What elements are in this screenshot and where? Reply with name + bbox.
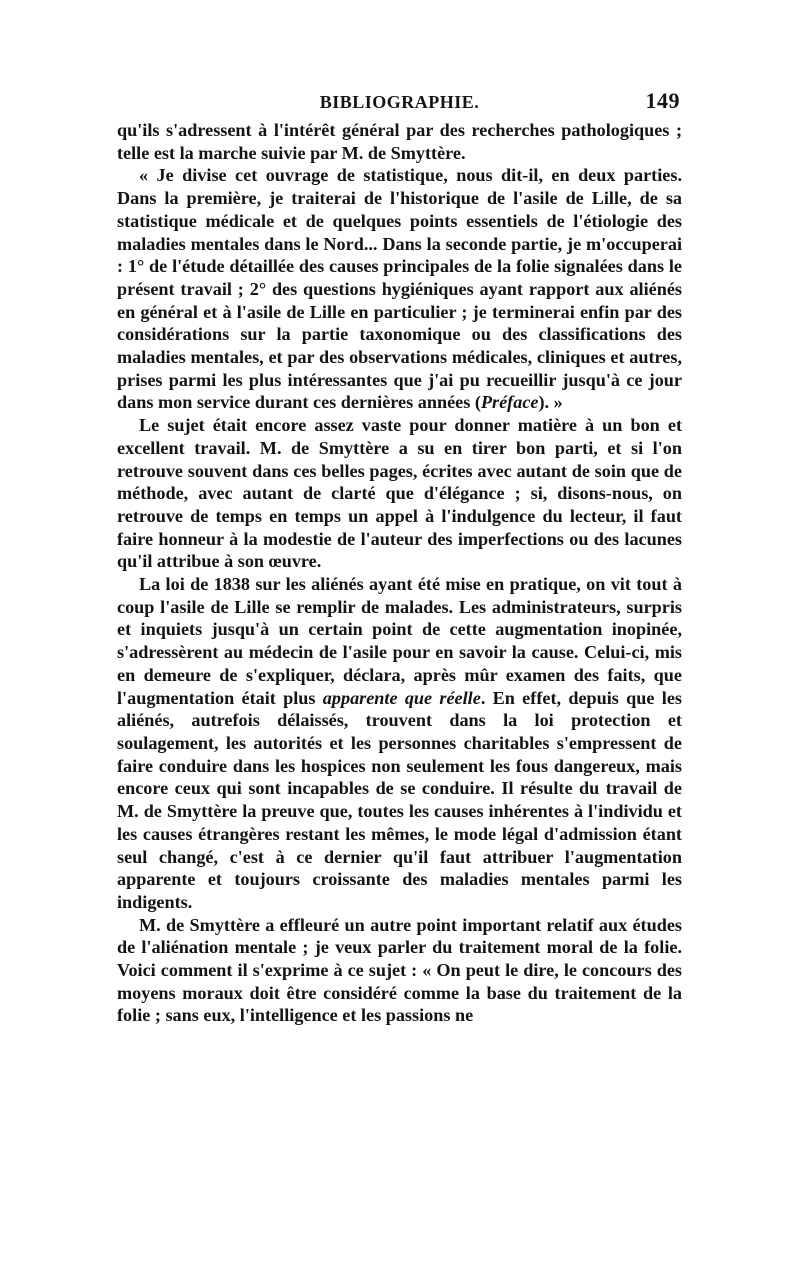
paragraph xyxy=(117,164,682,414)
page-number: 149 xyxy=(645,88,680,113)
text-segment: M. de Smyttère a effleuré un autre point important relatif aux études de l'aliénation mentale ; je veux parler du traitement moral de la folie. Voici comment il s'exprime à ce sujet : « On peut le dire, le concours des moyens moraux doit être considéré comme la base du traitement de la folie ; sans eux, l'intelligence et les passions ne xyxy=(117,914,682,1026)
body-text xyxy=(117,119,682,1027)
text-segment: . En effet, depuis que les aliénés, autrefois délaissés, trouvent dans la loi protection et soulagement, les autorités et les personnes charitables s'empressent de faire conduire dans les hospices non seulement les fous dangereux, mais encore ceux qui sont incapables de se conduire. Il résulte du travail de M. de Smyttère la preuve que, toutes les causes inhérentes à l'individu et les causes étrangères restant les mêmes, le mode légal d'admission étant seul changé, c'est à ce dernier qu'il faut attribuer l'augmentation apparente et toujours croissante des maladies mentales parmi les indigents. xyxy=(117,687,682,912)
page-header xyxy=(117,88,682,118)
paragraph xyxy=(117,414,682,573)
italic-segment: apparente que réelle xyxy=(322,687,481,708)
text-segment: Le sujet était encore assez vaste pour donner matière à un bon et excellent travail. M. de Smyttère a su en tirer bon parti, et si l'on retrouve souvent dans ces belles pages, écrites avec autant de soin que de méthode, avec autant de clarté que d'élégance ; si, disons-nous, on retrouve de temps en temps un appel à l'indulgence du lecteur, il faut faire honneur à la modestie de l'auteur des imperfections ou des lacunes qu'il attribue à son œuvre. xyxy=(117,415,682,572)
book-page xyxy=(117,88,682,1027)
paragraph xyxy=(117,914,682,1028)
text-segment: qu'ils s'adressent à l'intérêt général par des recherches pathologiques ; telle est la marche suivie par M. de Smyttère. xyxy=(117,120,682,163)
paragraph xyxy=(117,573,682,914)
text-segment: « Je divise cet ouvrage de statistique, nous dit-il, en deux parties. Dans la première, je traiterai de l'historique de l'asile de Lille, de sa statistique médicale et de quelques points essentiels de l'étiologie des maladies mentales dans le Nord... Dans la seconde partie, je m'occuperai : 1° de l'étude détaillée des causes principales de la folie signalées dans le présent travail ; 2° des questions hygiéniques ayant rapport aux aliénés en général et à l'asile de Lille en particulier ; je terminerai enfin par des considérations sur la partie taxonomique ou des classifications des maladies mentales, et par des observations médicales, cliniques et autres, prises parmi les plus intéressantes que j'ai pu recueillir jusqu'à ce jour dans mon service durant ces dernières années ( xyxy=(117,165,682,413)
paragraph xyxy=(117,119,682,164)
italic-segment: Préface xyxy=(480,392,539,413)
text-segment: ). » xyxy=(538,392,563,413)
running-head: BIBLIOGRAPHIE. xyxy=(319,92,480,112)
text-segment: La loi de 1838 sur les aliénés ayant été mise en pratique, on vit tout à coup l'asile de Lille se remplir de malades. Les administrateurs, surpris et inquiets jusqu'à un certain point de cette augmentation inopinée, s'adressèrent au médecin de l'asile pour en savoir la cause. Celui-ci, mis en demeure de s'expliquer, déclara, après mûr examen des faits, que l'augmentation était plus xyxy=(117,574,682,708)
